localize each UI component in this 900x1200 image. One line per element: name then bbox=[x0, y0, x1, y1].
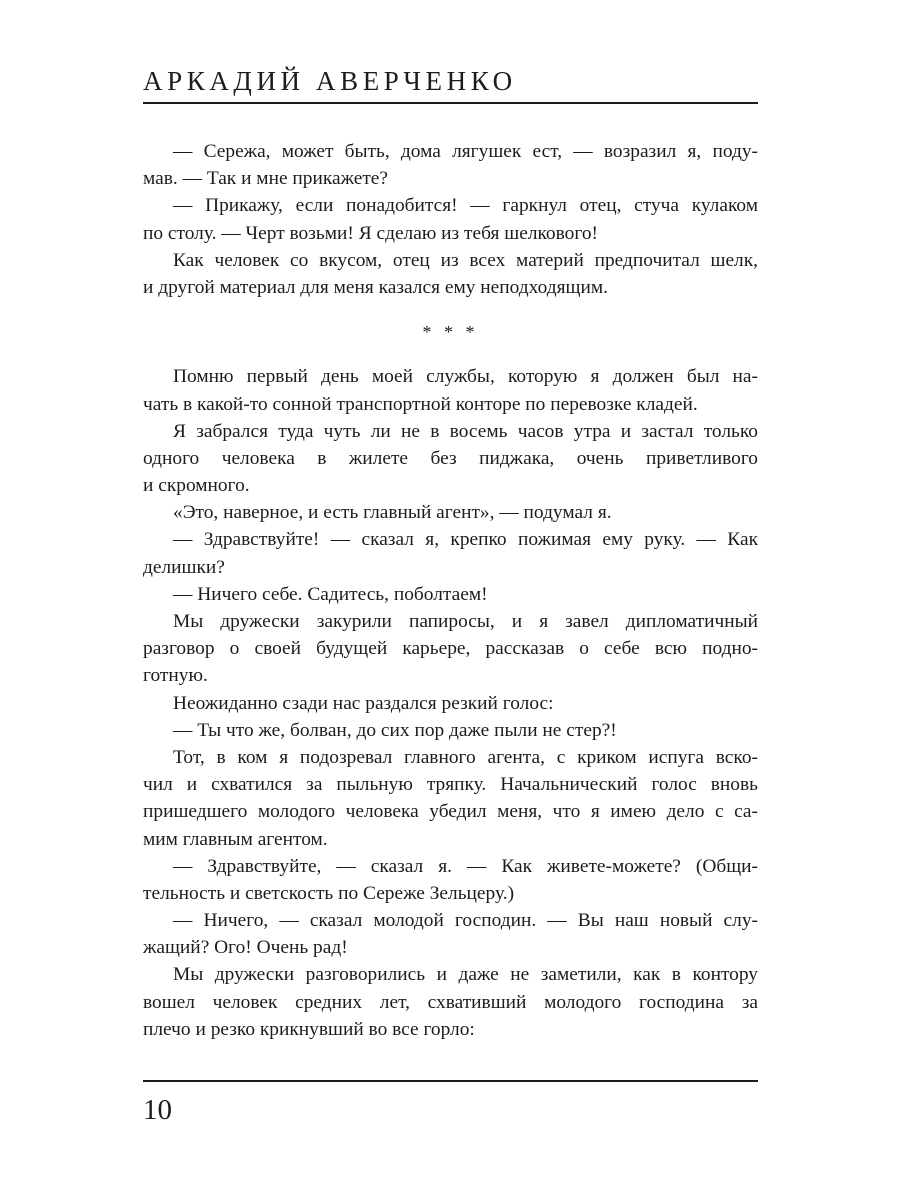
text-line: вошел человек средних лет, схвативший молодого господина за bbox=[143, 991, 758, 1013]
text-section-2 bbox=[143, 363, 758, 1043]
text-line: делишки? bbox=[143, 556, 225, 578]
header-rule bbox=[143, 102, 758, 104]
text-line: Как человек со вкусом, отец из всех материй предпочитал шелк, bbox=[173, 249, 758, 271]
paragraph bbox=[143, 961, 758, 1043]
text-line: тельность и светскость по Сереже Зельцеру.) bbox=[143, 882, 515, 904]
text-line: — Прикажу, если понадобится! — гаркнул отец, стуча кулаком bbox=[173, 195, 758, 217]
text-line: пришедшего молодого человека убедил меня, что я имею дело с са- bbox=[143, 801, 758, 823]
paragraph bbox=[143, 717, 758, 744]
text-line: Мы дружески разговорились и даже не заметили, как в контору bbox=[173, 964, 758, 986]
text-line: — Ничего себе. Садитесь, поболтаем! bbox=[173, 583, 488, 605]
paragraph bbox=[143, 581, 758, 608]
paragraph bbox=[143, 192, 758, 246]
paragraph bbox=[143, 744, 758, 853]
body-text bbox=[143, 138, 758, 1043]
text-line: готную. bbox=[143, 665, 208, 687]
text-line: чил и схватился за пыльную тряпку. Начальнический голос вновь bbox=[143, 774, 758, 796]
paragraph bbox=[143, 907, 758, 961]
text-section-1 bbox=[143, 138, 758, 301]
text-line: — Сережа, может быть, дома лягушек ест, — возразил я, поду- bbox=[173, 141, 758, 162]
text-line: — Здравствуйте! — сказал я, крепко пожимая ему руку. — Как bbox=[173, 529, 758, 551]
text-line: мав. — Так и мне прикажете? bbox=[143, 168, 389, 190]
text-line: мим главным агентом. bbox=[143, 828, 328, 850]
text-line: — Ты что же, болван, до сих пор даже пыли не стер?! bbox=[173, 719, 617, 741]
paragraph bbox=[143, 418, 758, 500]
text-line: Помню первый день моей службы, которую я должен был на- bbox=[173, 366, 758, 388]
text-line: Мы дружески закурили папиросы, и я завел дипломатичный bbox=[173, 611, 758, 632]
text-line: и скромного. bbox=[143, 475, 250, 497]
text-line: — Здравствуйте, — сказал я. — Как живете-можете? (Общи- bbox=[173, 855, 758, 877]
paragraph bbox=[143, 363, 758, 417]
page-number: 10 bbox=[143, 1094, 172, 1126]
text-line: Я забрался туда чуть ли не в восемь часов утра и застал только bbox=[173, 420, 758, 442]
footer-rule bbox=[143, 1080, 758, 1082]
paragraph bbox=[143, 499, 758, 526]
paragraph bbox=[143, 853, 758, 907]
paragraph bbox=[143, 608, 758, 690]
section-separator: * * * bbox=[422, 322, 479, 343]
running-title: АРКАДИЙ АВЕРЧЕНКО bbox=[143, 66, 517, 96]
text-line: одного человека в жилете без пиджака, очень приветливого bbox=[143, 447, 758, 469]
text-line: Неожиданно сзади нас раздался резкий голос: bbox=[173, 692, 554, 714]
text-line: — Ничего, — сказал молодой господин. — Вы наш новый слу- bbox=[173, 910, 758, 932]
paragraph bbox=[143, 138, 758, 192]
text-line: жащий? Ого! Очень рад! bbox=[143, 937, 348, 959]
paragraph bbox=[143, 690, 758, 717]
paragraph bbox=[143, 526, 758, 580]
text-line: чать в какой-то сонной транспортной конторе по перевозке кладей. bbox=[143, 393, 698, 415]
text-line: и другой материал для меня казался ему неподходящим. bbox=[143, 276, 608, 298]
text-line: плечо и резко крикнувший во все горло: bbox=[143, 1018, 475, 1040]
text-line: разговор о своей будущей карьере, рассказав о себе всю подно- bbox=[143, 638, 758, 660]
text-line: по столу. — Черт возьми! Я сделаю из тебя шелкового! bbox=[143, 222, 598, 244]
paragraph bbox=[143, 247, 758, 301]
text-line: Тот, в ком я подозревал главного агента, с криком испуга вско- bbox=[173, 746, 758, 768]
text-line: «Это, наверное, и есть главный агент», — подумал я. bbox=[173, 502, 612, 524]
